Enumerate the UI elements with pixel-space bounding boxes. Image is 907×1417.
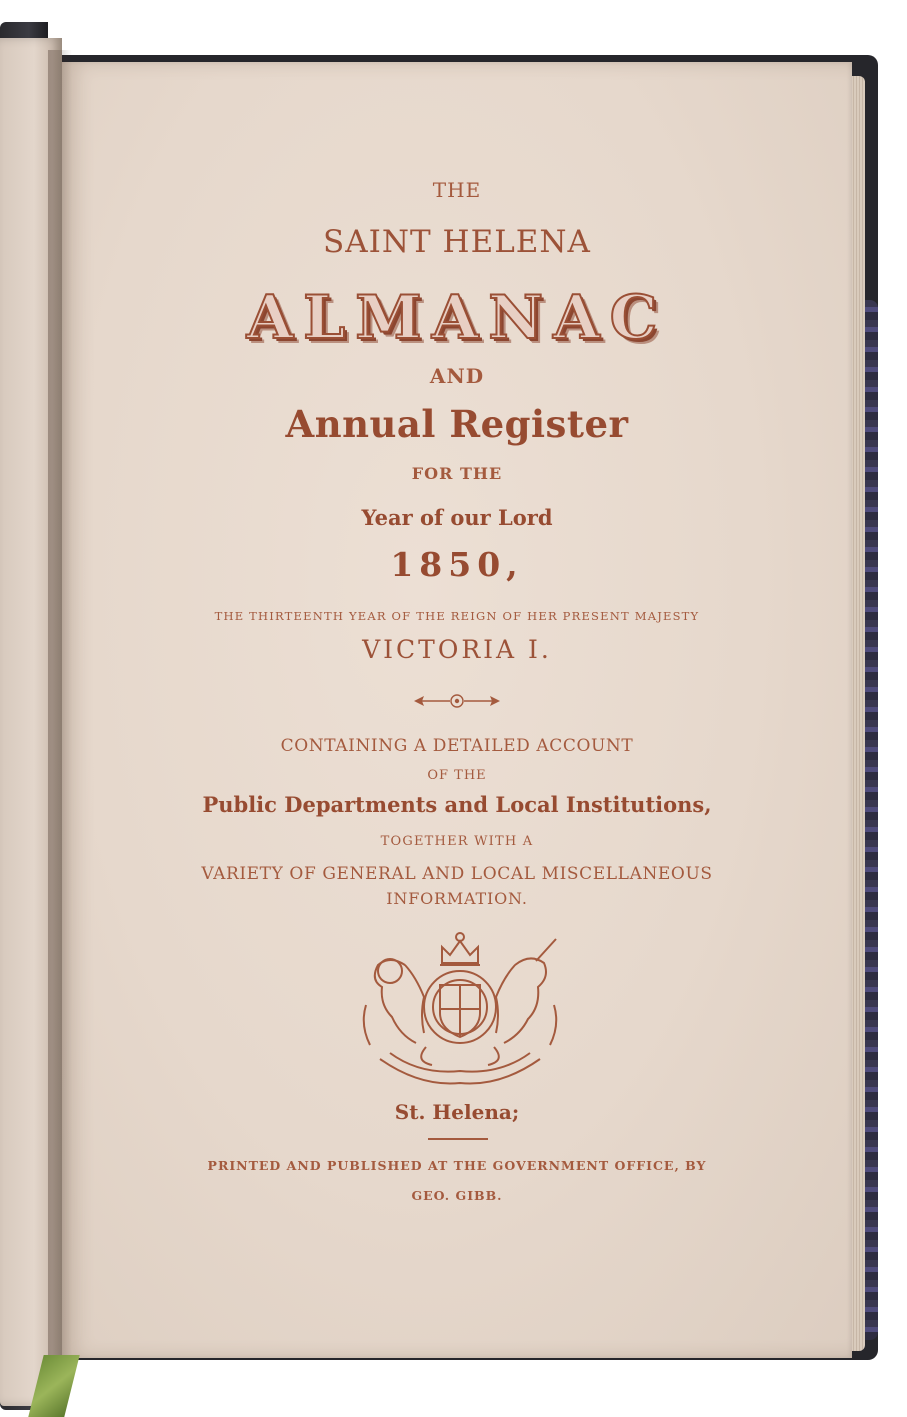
imprint-printer: GEO. GIBB. (411, 1188, 503, 1203)
imprint-printed-by: PRINTED AND PUBLISHED AT THE GOVERNMENT OFFICE, BY (207, 1158, 707, 1173)
title-containing: CONTAINING A DETAILED ACCOUNT (280, 736, 634, 756)
title-for-the: FOR THE (411, 464, 503, 483)
short-rule (428, 1138, 488, 1140)
title-annual-register: Annual Register (285, 402, 629, 446)
title-reign: THE THIRTEENTH YEAR OF THE REIGN OF HER PRESENT MAJESTY (214, 609, 700, 623)
title-year-of-our-lord: Year of our Lord (361, 505, 553, 530)
title-place: St. Helena; (394, 1100, 520, 1124)
title-monarch: VICTORIA I. (362, 635, 552, 664)
title-public-departments: Public Departments and Local Institutions, (202, 792, 712, 817)
ornament-divider (412, 692, 502, 710)
title-almanac: ALMANAC (246, 283, 668, 353)
title-saint-helena: SAINT HELENA (323, 224, 591, 260)
title-of-the: OF THE (427, 768, 487, 783)
title-variety: VARIETY OF GENERAL AND LOCAL MISCELLANEOUS (201, 864, 713, 884)
title-year: 1850, (390, 545, 524, 584)
title-together: TOGETHER WITH A (380, 834, 534, 849)
title-the: THE (432, 178, 482, 202)
royal-coat-of-arms-icon (350, 925, 570, 1085)
title-and: AND (429, 364, 485, 388)
title-information: INFORMATION. (386, 889, 528, 908)
